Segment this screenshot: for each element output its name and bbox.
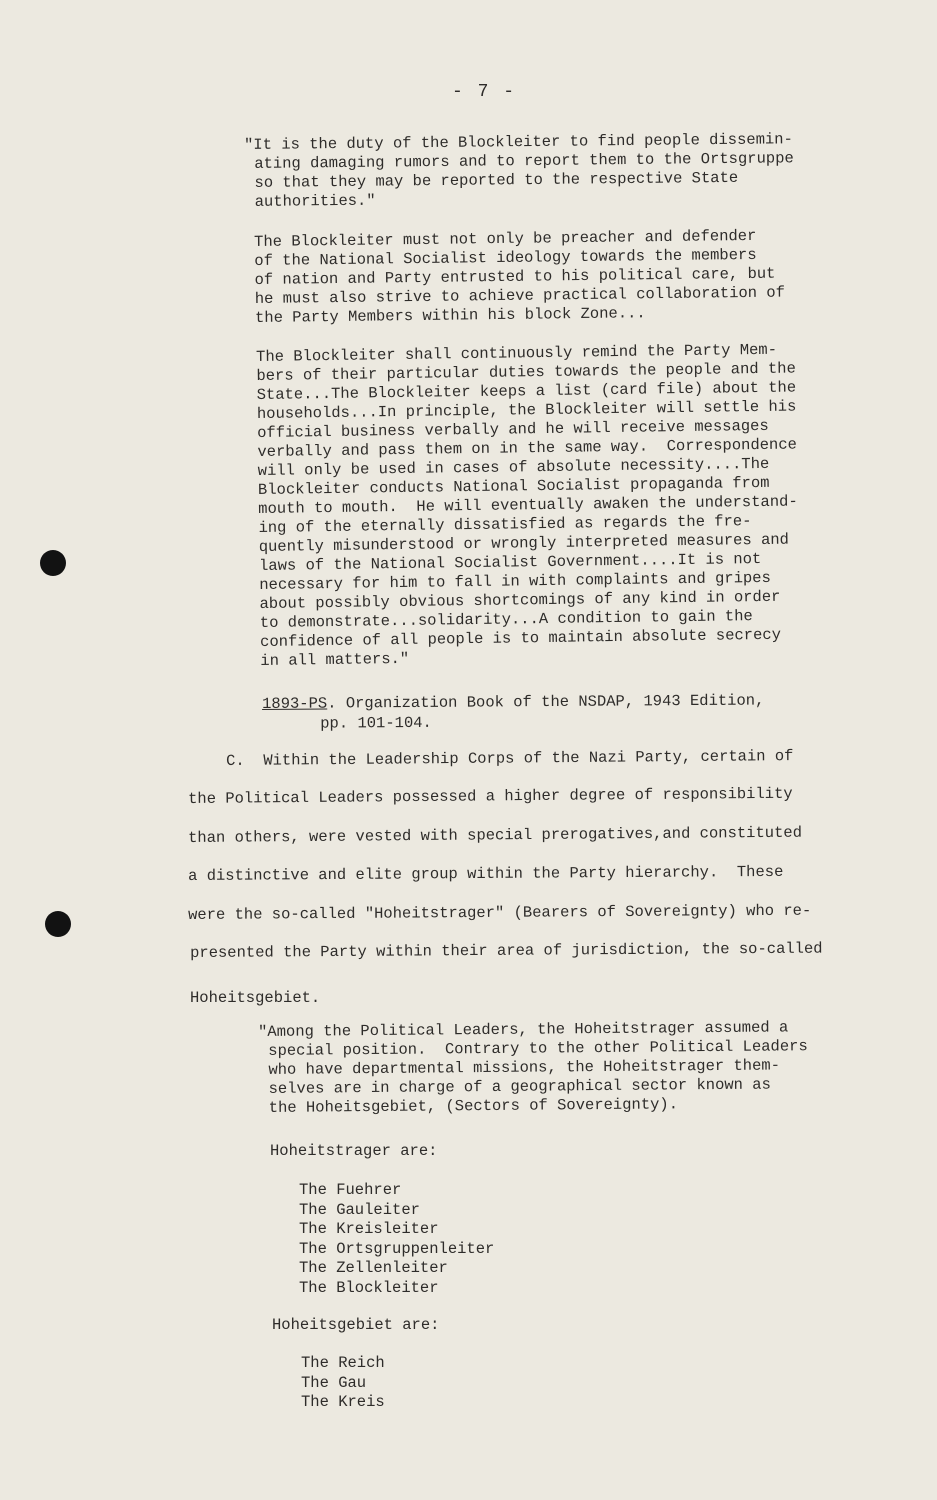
list-item: The Kreis [301,1393,385,1411]
quote-blockleiter-duty [244,130,794,212]
citation-source: . Organization Book of the NSDAP, 1943 Edition, [327,691,765,713]
quote-blockleiter-ideology [254,227,785,328]
list-item: The Ortsgruppenleiter [299,1239,495,1258]
quote-line: authorities." [254,191,376,211]
section-c-line: presented the Party within their area of jurisdiction, the so-called [190,939,823,962]
quote-line: laws of the National Socialist Government....It is not [258,549,762,575]
quote-line: who have departmental missions, the Hoheitstrager them- [268,1056,781,1079]
section-c-line: were the so-called "Hoheitstrager" (Bearers of Sovereignty) who re- [188,901,812,924]
quote-line: necessary for him to fall in with complaints and gripes [259,568,771,594]
quote-line: of nation and Party entrusted to his political care, but [254,264,776,289]
punch-hole-top [40,550,66,576]
section-c-line: than others, were vested with special prerogatives,and constituted [188,823,803,847]
citation-document-ref: 1893-PS [262,694,328,713]
punch-hole-bottom [45,911,71,937]
quote-line: he must also strive to achieve practical collaboration of [254,283,786,308]
quote-line: so that they may be reported to the respective State [254,168,739,192]
quote-line: households...In principle, the Blockleiter will settle his [256,397,797,423]
quote-line: "Among the Political Leaders, the Hoheitstrager assumed a [258,1018,789,1041]
quote-line: about possibly obvious shortcomings of any kind in order [259,587,781,613]
quote-line: confidence of all people is to maintain absolute secrecy [259,625,782,651]
section-c-line: the Political Leaders possessed a higher degree of responsibility [188,784,793,808]
quote-line: in all matters." [260,649,410,670]
list-item: The Zellenleiter [299,1259,448,1277]
section-c-line: C. Within the Leadership Corps of the Nazi Party, certain of [226,747,794,770]
quote-line: State...The Blockleiter keeps a list (card file) about the [256,378,797,404]
list-item: The Kreisleiter [299,1220,439,1238]
quote-line: The Blockleiter must not only be preacher and defender [254,226,757,251]
hoheitsgebiet-list [301,1354,385,1413]
quote-line: of the National Socialist ideology towards the members [254,245,757,270]
hoheitsgebiet-label: Hoheitsgebiet are: [272,1316,440,1334]
page-number: - 7 - [452,82,517,102]
quote-hoheitstrager-position [258,1018,808,1118]
quote-line: to demonstrate...solidarity...A condition to gain the [259,607,753,632]
quote-line: special position. Contrary to the other Political Leaders [268,1037,808,1060]
list-item: The Gau [301,1373,367,1392]
quote-line: bers of their particular duties towards the people and the [256,359,796,385]
quote-line: "It is the duty of the Blockleiter to find people dissemin- [244,130,793,154]
quote-blockleiter-duties [256,340,800,671]
quote-line: will only be used in cases of absolute necessity....The [257,454,770,480]
list-item: The Fuehrer [299,1181,402,1199]
quote-line: Blockleiter conducts National Socialist propaganda from [257,473,770,499]
quote-line: selves are in charge of a geographical sector known as [268,1075,771,1098]
quote-line: quently misunderstood or wrongly interpreted measures and [258,530,790,556]
quote-line: the Hoheitsgebiet, (Sectors of Sovereignty). [268,1095,679,1117]
list-item: The Blockleiter [299,1278,439,1297]
section-c-line: Hoheitsgebiet. [190,989,321,1007]
quote-line: verbally and pass them on in the same way. Correspondence [257,435,798,461]
hoheitstrager-list [299,1181,494,1298]
citation-pages: pp. 101-104. [320,713,432,733]
quote-line: official business verbally and he will receive messages [257,416,769,442]
hoheitstrager-label: Hoheitstrager are: [270,1142,438,1160]
section-c-line: a distinctive and elite group within the Party hierarchy. These [188,862,784,885]
list-item: The Reich [301,1354,385,1372]
quote-line: mouth to mouth. He will eventually awaken the understand- [258,492,798,518]
quote-line: The Blockleiter shall continuously remind the Party Mem- [256,340,778,366]
quote-line: the Party Members within his block Zone... [254,304,646,327]
quote-line: ating damaging rumors and to report them to the Ortsgruppe [254,149,794,173]
citation [262,690,765,734]
quote-line: ing of the eternally dissatisfied as regards the fre- [258,512,752,537]
list-item: The Gauleiter [299,1200,420,1219]
